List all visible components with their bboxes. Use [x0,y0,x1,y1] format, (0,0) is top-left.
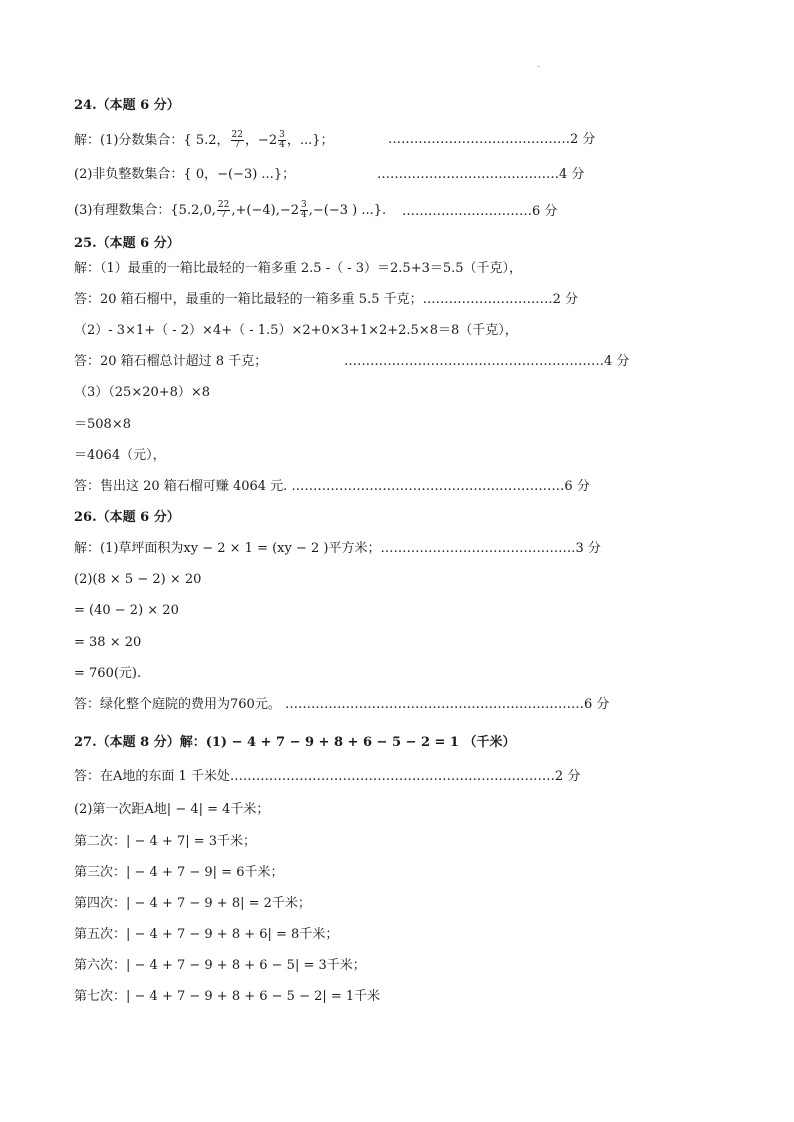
q27-line8: 第七次：| − 4 + 7 − 9 + 8 + 6 − 5 − 2| = 1千米 [74,989,381,1004]
q26-title: 26.（本题 6 分） [74,510,180,525]
q25-line8: 答：售出这 20 箱石榴可赚 4064 元. ………………………………………………………6 分 [74,479,590,494]
q24-title: 24.（本题 6 分） [74,98,180,113]
q24-line2: (2)非负整数集合：{ 0，−(−3) ...}； [74,167,296,182]
q25-line5: （3）（25×20+8）×8 [74,385,211,400]
q24-line3 [74,201,386,220]
q27-line6: 第五次：| − 4 + 7 − 9 + 8 + 6| = 8千米； [74,927,339,942]
q24-line1-score: ……………………………………2 分 [388,132,596,147]
q25-line1: 解：（1）最重的一箱比最轻的一箱多重 2.5 -（ - 3）＝2.5+3＝5.5（千克）， [74,261,523,276]
q27-title: 27.（本题 8 分）解：(1) − 4 + 7 − 9 + 8 + 6 − 5 − 2 = 1 （千米） [74,735,516,750]
q24-line1-a: 解：(1)分数集合：{ 5.2， [74,133,230,148]
q26-line5: = 760(元). [74,666,142,681]
q24-line1 [74,131,334,150]
q24-line3-a: (3)有理数集合：{5.2,0, [74,203,216,218]
fraction-22-7: $\frac{22}{7}$ [217,200,230,220]
q24-line3-c: ,−(−3 ) ...}. [308,203,387,218]
q26-line1: 解：(1)草坪面积为xy − 2 × 1 = (xy − 2 )平方米；………………………………………3 分 [74,541,601,556]
q26-line2: (2)(8 × 5 − 2) × 20 [74,572,202,587]
q25-line6: ＝508×8 [74,417,131,432]
q27-line3: 第二次：| − 4 + 7| = 3千米； [74,834,257,849]
q26-line4: = 38 × 20 [74,635,142,650]
q25-line4: 答：20 箱石榴总计超过 8 千克； [74,354,268,369]
q25-line7: ＝4064（元）， [74,448,166,463]
q26-line6: 答：绿化整个庭院的费用为760元。 ……………………………………………………………6 分 [74,697,610,712]
q25-line2: 答：20 箱石榴中，最重的一箱比最轻的一箱多重 5.5 千克；…………………………2 分 [74,292,579,307]
q27-line7: 第六次：| − 4 + 7 − 9 + 8 + 6 − 5| = 3千米； [74,958,366,973]
q25-title: 25.（本题 6 分） [74,236,180,251]
q25-line3: （2）- 3×1+（ - 2）×4+（ - 1.5）×2+0×3+1×2+2.5×8＝8（千克）， [74,323,518,338]
q25-line4-score: ……………………………………………………4 分 [344,354,630,369]
page-mark [537,66,540,67]
q27-line1: 答：在A地的东面 1 千米处…………………………………………………………………2 分 [74,769,581,784]
fraction-22-7: $\frac{22}{7}$ [231,130,243,150]
fraction-3-4: $\frac{3}{4}$ [301,200,307,220]
q24-line3-b: ,+(−4),−2 [231,203,299,218]
q24-line1-c: ，...}； [286,133,334,148]
q24-line3-score: …………………………6 分 [402,204,558,219]
q24-line1-b: ，−2 [244,133,278,148]
q27-line5: 第四次：| − 4 + 7 − 9 + 8| = 2千米； [74,896,311,911]
q27-line2: (2)第一次距A地| − 4| = 4千米； [74,802,270,817]
q27-line4: 第三次：| − 4 + 7 − 9| = 6千米； [74,865,284,880]
fraction-3-4: $\frac{3}{4}$ [279,130,285,150]
q24-line2-score: ……………………………………4 分 [377,167,585,182]
q26-line3: = (40 − 2) × 20 [74,603,179,618]
